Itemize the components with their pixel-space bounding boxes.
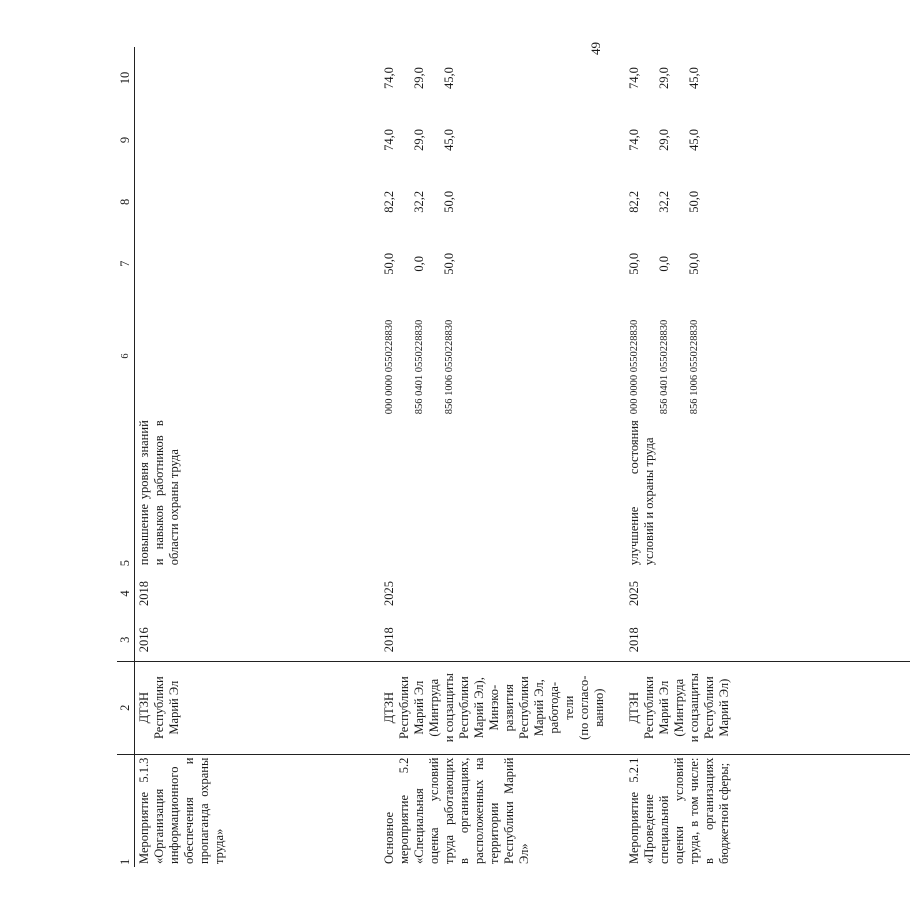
col-header-8: 8 xyxy=(117,171,135,233)
table-row xyxy=(135,47,380,867)
value-col-9: 74,0 29,0 45,0 xyxy=(626,129,701,151)
value-col-8 xyxy=(135,171,380,233)
value-col-7 xyxy=(135,233,380,295)
value-col-7: 50,0 0,0 50,0 xyxy=(626,252,701,275)
executor: ДТЗН Республики Марий Эл (Минтруда и соцзащиты Республики Марий Эл) xyxy=(625,661,910,754)
table-row xyxy=(380,47,625,867)
end-year: 2025 xyxy=(381,581,396,606)
executor: ДТЗН Республики Марий Эл xyxy=(135,661,380,754)
col-header-7: 7 xyxy=(117,233,135,295)
col-header-6: 6 xyxy=(117,295,135,418)
program-table xyxy=(117,47,910,867)
event-name: Мероприятие 5.1.3 «Организация информационного обеспечения и пропаганда охраны труда» xyxy=(135,754,380,867)
value-col-9 xyxy=(135,109,380,171)
expected-result: улучшение состояния условий и охраны труда xyxy=(626,420,656,566)
start-year: 2018 xyxy=(626,627,641,653)
value-col-8: 82,2 32,2 50,0 xyxy=(381,190,456,213)
page-number: 49 xyxy=(588,42,603,55)
col-header-5: 5 xyxy=(117,417,135,568)
value-col-8: 82,2 32,2 50,0 xyxy=(626,190,701,213)
col-header-1: 1 xyxy=(117,754,135,867)
budget-codes xyxy=(135,295,380,418)
value-col-9: 74,0 29,0 45,0 xyxy=(381,129,456,151)
col-header-10: 10 xyxy=(117,47,135,109)
col-header-9: 9 xyxy=(117,109,135,171)
col-header-2: 2 xyxy=(117,661,135,754)
budget-codes: 000 0000 0550228830 856 0401 0550228830 856 1006 0550228830 xyxy=(628,319,700,415)
column-number-row xyxy=(117,47,135,867)
end-year: 2025 xyxy=(626,581,641,606)
executor: ДТЗН Республики Марий Эл (Минтруда и соцзащиты Республики Марий Эл), Минэко- развития Республики Марий Эл, работода- тели (по согласо- ванию) xyxy=(380,661,625,754)
col-header-3: 3 xyxy=(117,619,135,662)
value-col-7: 50,0 0,0 50,0 xyxy=(381,252,456,275)
value-col-10: 74,0 29,0 45,0 xyxy=(626,67,701,89)
value-col-10 xyxy=(135,47,380,109)
value-col-10: 74,0 29,0 45,0 xyxy=(381,67,456,89)
expected-result: повышение уровня знаний и навыков работников в области охраны труда xyxy=(137,420,181,566)
budget-codes: 000 0000 0550228830 856 0401 0550228830 856 1006 0550228830 xyxy=(383,319,455,415)
start-year: 2018 xyxy=(381,627,396,653)
start-year: 2016 xyxy=(137,627,151,653)
expected-result xyxy=(380,417,625,568)
col-header-4: 4 xyxy=(117,568,135,619)
end-year: 2018 xyxy=(137,581,151,606)
event-name: Основное мероприятие 5.2 «Специальная оценка условий труда работающих в организациях, расположенных на территории Республики Марий Эл» xyxy=(380,754,625,867)
event-name: Мероприятие 5.2.1 «Проведение специальной оценки условий труда, в том числе: в организациях бюджетной сферы; xyxy=(625,754,910,867)
table-row xyxy=(625,47,910,867)
